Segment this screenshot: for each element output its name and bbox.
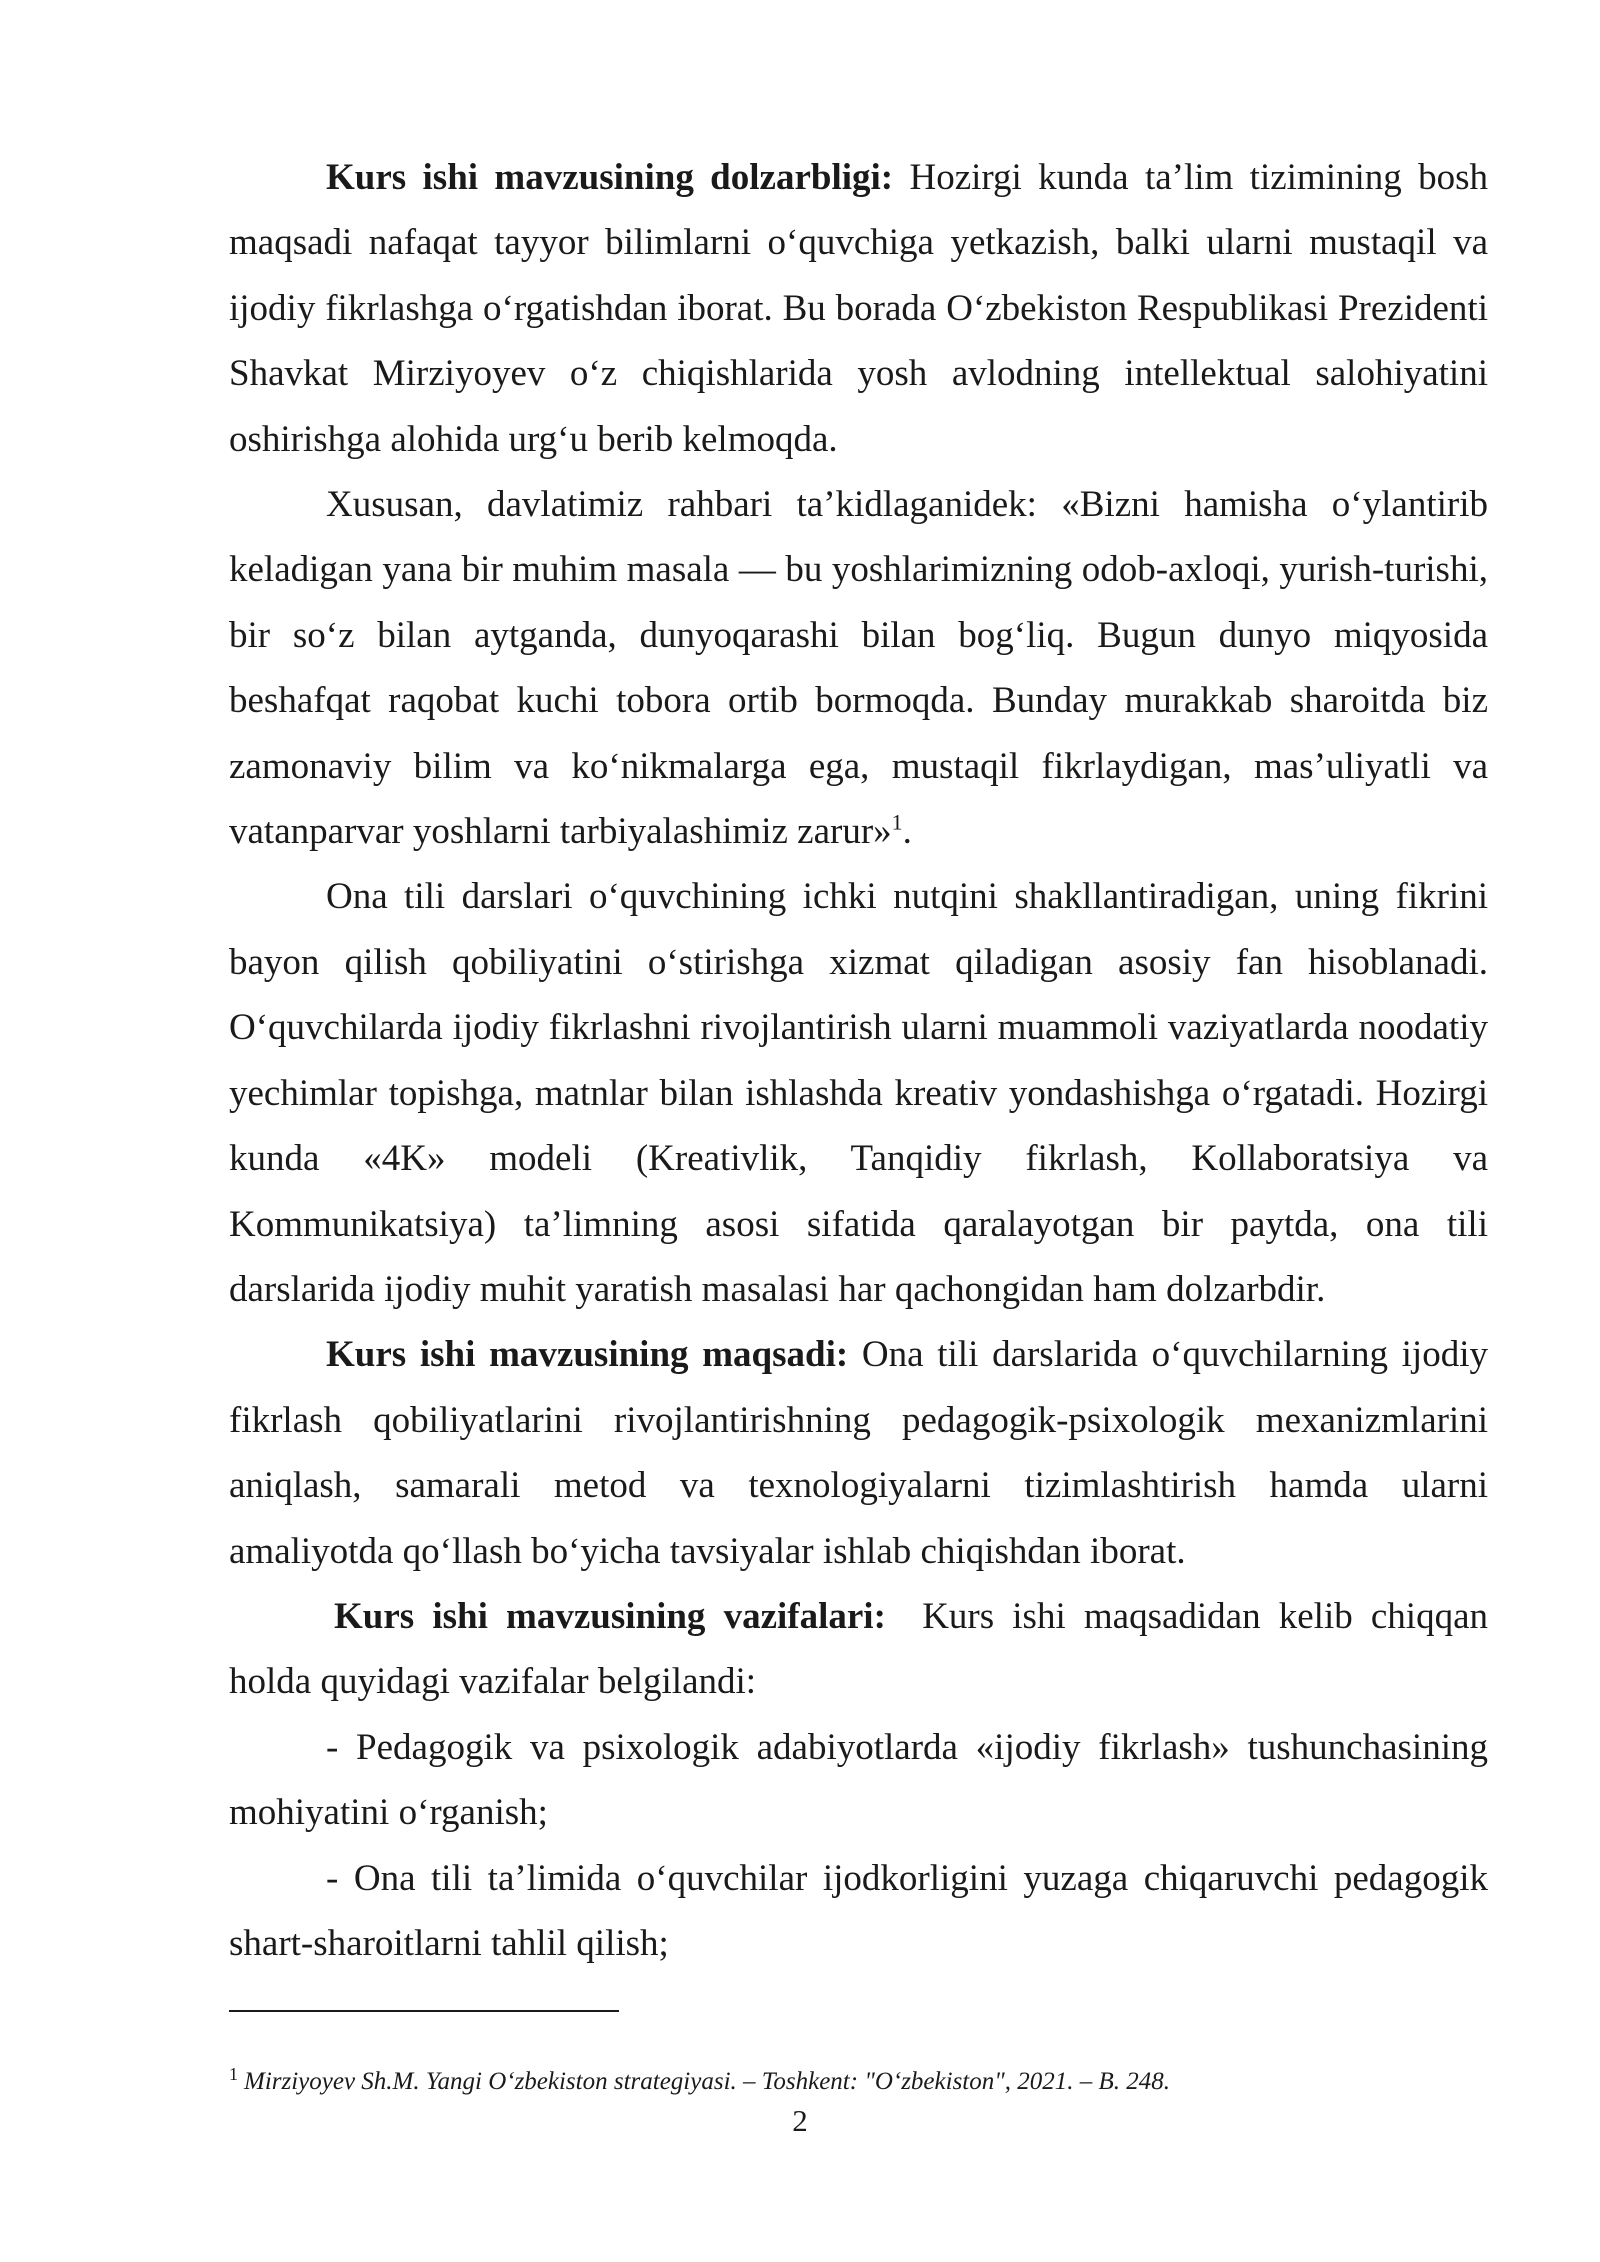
task-item-2-text: - Ona tili ta’limida oʻquvchilar ijodkorligini yuzaga chiqaruvchi pedagogik shart-sharoitlarni tahlil qilish; <box>229 1857 1488 1964</box>
quote-tail: . <box>902 811 912 853</box>
footnote <box>229 2063 1488 2098</box>
relevance-text: Hozirgi kunda ta’lim tizimining bosh maqsadi nafaqat tayyor bilimlarni oʻquvchiga yetkazish, balki ularni mustaqil va ijodiy fikrlashga oʻrgatishdan iborat. Bu borada Oʻzbekiston Respublikasi Prezidenti Shavkat Mirziyoyev oʻz chiqishlarida yosh avlodning intellektual salohiyatini oshirishga alohida urgʻu berib kelmoqda. <box>229 157 1489 460</box>
paragraph-president-quote <box>229 472 1488 864</box>
task-item-1-text: - Pedagogik va psixologik adabiyotlarda «ijodiy fikrlash» tushunchasining mohiyatini oʻrganish; <box>229 1726 1488 1834</box>
task-item-1 <box>229 1715 1488 1846</box>
footnote-text: Mirziyoyev Sh.M. Yangi Oʻzbekiston strategiyasi. – Toshkent: "Oʻzbekiston", 2021. – B. 248. <box>244 2068 1171 2095</box>
footnote-divider <box>229 2010 619 2012</box>
paragraph-goal <box>229 1322 1488 1584</box>
tasks-heading: Kurs ishi mavzusining vazifalari: <box>334 1595 886 1637</box>
quote-text: Xususan, davlatimiz rahbari ta’kidlaganidek: «Bizni hamisha oʻylantirib keladigan yana bir muhim masala — bu yoshlarimizning odob-axloqi, yurish-turishi, bir soʻz bilan aytganda, dunyoqarashi bilan bogʻliq. Bugun dunyo miqyosida beshafqat raqobat kuchi tobora ortib bormoqda. Bunday murakkab sharoitda biz zamonaviy bilim va koʻnikmalarga ega, mustaqil fikrlaydigan, mas’uliyatli va vatanparvar yoshlarni tarbiyalashimiz zarur» <box>229 484 1488 853</box>
goal-text: Ona tili darslarida oʻquvchilarning ijodiy fikrlash qobiliyatlarini rivojlantirishning pedagogik-psixologik mexanizmlarini aniqlash, samarali metod va texnologiyalarni tizimlashtirish hamda ularni amaliyotda qoʻllash boʻyicha tavsiyalar ishlab chiqishdan iborat. <box>229 1334 1488 1572</box>
goal-heading: Kurs ishi mavzusining maqsadi: <box>326 1334 849 1376</box>
footnote-reference[interactable]: 1 <box>891 809 903 835</box>
paragraph-relevance <box>229 145 1488 472</box>
page-number: 2 <box>792 2103 808 2138</box>
native-language-text: Ona tili darslari oʻquvchining ichki nutqini shakllantiradigan, uning fikrini bayon qilish qobiliyatini oʻstirishga xizmat qiladigan asosiy fan hisoblanadi. Oʻquvchilarda ijodiy fikrlashni rivojlantirish ularni muammoli vaziyatlarda noodatiy yechimlar topishga, matnlar bilan ishlashda kreativ yondashishga oʻrgatadi. Hozirgi kunda «4K» modeli (Kreativlik, Tanqidiy fikrlash, Kollaboratsiya va Kommunikatsiya) ta’limning asosi sifatida qaralayotgan bir paytda, ona tili darslarida ijodiy muhit yaratish masalasi har qachongidan ham dolzarbdir. <box>229 876 1488 1310</box>
task-item-2 <box>229 1846 1488 1977</box>
paragraph-native-language <box>229 864 1488 1322</box>
paragraph-tasks <box>229 1584 1498 1715</box>
relevance-heading: Kurs ishi mavzusining dolzarbligi: <box>326 157 894 198</box>
tasks-text: Kurs ishi maqsadidan kelib chiqqan holda quyidagi vazifalar belgilandi: <box>229 1595 1498 1703</box>
footnote-mark: 1 <box>229 2063 238 2084</box>
body-text <box>229 145 1498 1976</box>
